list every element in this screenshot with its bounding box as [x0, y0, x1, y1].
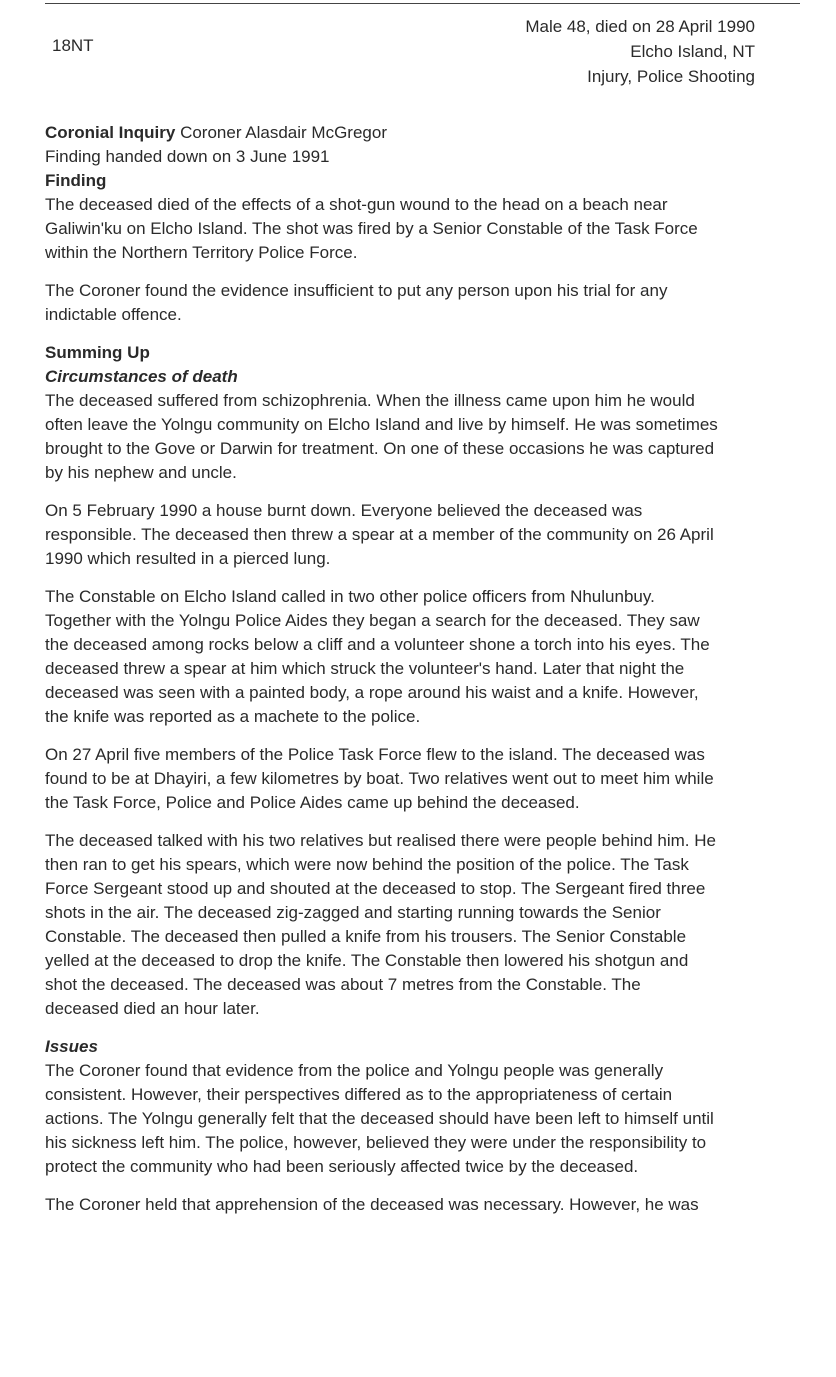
coroner-name: Coroner Alasdair McGregor	[180, 123, 387, 142]
paragraph-line: protect the community who had been seriously affected twice by the deceased.	[45, 1157, 639, 1176]
paragraph-line: shot the deceased. The deceased was about 7 metres from the Constable. The	[45, 975, 641, 994]
circumstances-section	[45, 389, 805, 1021]
paragraph-line: The deceased died of the effects of a shot-gun wound to the head on a beach near	[45, 195, 668, 214]
paragraph-line: Constable. The deceased then pulled a knife from his trousers. The Senior Constable	[45, 927, 687, 946]
circumstances-paragraph	[45, 743, 805, 815]
paragraph-line: the knife was reported as a machete to the police.	[45, 707, 421, 726]
circumstances-paragraph	[45, 389, 805, 485]
paragraph-line: deceased was seen with a painted body, a rope around his waist and a knife. However,	[45, 683, 699, 702]
handed-down-date: Finding handed down on 3 June 1991	[45, 147, 330, 166]
paragraph-line: actions. The Yolngu generally felt that the deceased should have been left to himself until	[45, 1109, 714, 1128]
case-category: Injury, Police Shooting	[587, 67, 755, 86]
summing-up-heading: Summing Up	[45, 343, 150, 362]
paragraph-line: indictable offence.	[45, 305, 182, 324]
paragraph-line: Force Sergeant stood up and shouted at the deceased to stop. The Sergeant fired three	[45, 879, 706, 898]
paragraph-line: the Task Force, Police and Police Aides came up behind the deceased.	[45, 793, 580, 812]
paragraph-line: consistent. However, their perspectives differed as to the appropriateness of certain	[45, 1085, 673, 1104]
paragraph-line: shots in the air. The deceased zig-zagged and starting running towards the Senior	[45, 903, 661, 922]
paragraph-line: brought to the Gove or Darwin for treatment. On one of these occasions he was captured	[45, 439, 715, 458]
paragraph-line: the deceased among rocks below a cliff and a volunteer shone a torch into his eyes. The	[45, 635, 710, 654]
paragraph-line: found to be at Dhayiri, a few kilometres by boat. Two relatives went out to meet him while	[45, 769, 714, 788]
issues-section	[45, 1059, 805, 1217]
paragraph-line: then ran to get his spears, which were now behind the position of the police. The Task	[45, 855, 689, 874]
finding-heading: Finding	[45, 171, 107, 190]
finding-section	[45, 193, 805, 327]
paragraph-line: responsible. The deceased then threw a spear at a member of the community on 26 April	[45, 525, 714, 544]
circumstances-paragraph	[45, 499, 805, 571]
issues-paragraph	[45, 1193, 805, 1217]
paragraph-line: The deceased talked with his two relatives but realised there were people behind him. He	[45, 831, 716, 850]
circumstances-paragraph	[45, 585, 805, 729]
top-rule	[45, 3, 800, 4]
case-summary-header	[525, 14, 755, 89]
circumstances-paragraph	[45, 829, 805, 1021]
paragraph-line: On 27 April five members of the Police Task Force flew to the island. The deceased was	[45, 745, 705, 764]
paragraph-line: The Coroner held that apprehension of the deceased was necessary. However, he was	[45, 1195, 699, 1214]
case-subject: Male 48, died on 28 April 1990	[525, 17, 755, 36]
finding-paragraph	[45, 193, 805, 265]
paragraph-line: deceased died an hour later.	[45, 999, 260, 1018]
paragraph-line: On 5 February 1990 a house burnt down. Everyone believed the deceased was	[45, 501, 643, 520]
paragraph-line: by his nephew and uncle.	[45, 463, 237, 482]
paragraph-line: The deceased suffered from schizophrenia. When the illness came upon him he would	[45, 391, 695, 410]
finding-paragraph	[45, 279, 805, 327]
paragraph-line: The Constable on Elcho Island called in two other police officers from Nhulunbuy.	[45, 587, 655, 606]
paragraph-line: often leave the Yolngu community on Elcho Island and live by himself. He was sometimes	[45, 415, 718, 434]
paragraph-line: 1990 which resulted in a pierced lung.	[45, 549, 331, 568]
paragraph-line: his sickness left him. The police, however, believed they were under the responsibility to	[45, 1133, 707, 1152]
paragraph-line: deceased threw a spear at him which struck the volunteer's hand. Later that night the	[45, 659, 685, 678]
document-code: 18NT	[52, 36, 94, 55]
paragraph-line: yelled at the deceased to drop the knife. The Constable then lowered his shotgun and	[45, 951, 689, 970]
inquiry-line	[45, 121, 805, 145]
case-location: Elcho Island, NT	[630, 42, 755, 61]
paragraph-line: Together with the Yolngu Police Aides they began a search for the deceased. They saw	[45, 611, 700, 630]
paragraph-line: The Coroner found the evidence insufficient to put any person upon his trial for any	[45, 281, 668, 300]
paragraph-line: within the Northern Territory Police Force.	[45, 243, 358, 262]
issues-heading: Issues	[45, 1037, 98, 1056]
document-body	[45, 121, 805, 1231]
issues-paragraph	[45, 1059, 805, 1179]
circumstances-heading: Circumstances of death	[45, 367, 238, 386]
inquiry-label: Coronial Inquiry	[45, 123, 176, 142]
paragraph-line: The Coroner found that evidence from the police and Yolngu people was generally	[45, 1061, 664, 1080]
paragraph-line: Galiwin'ku on Elcho Island. The shot was fired by a Senior Constable of the Task Force	[45, 219, 698, 238]
